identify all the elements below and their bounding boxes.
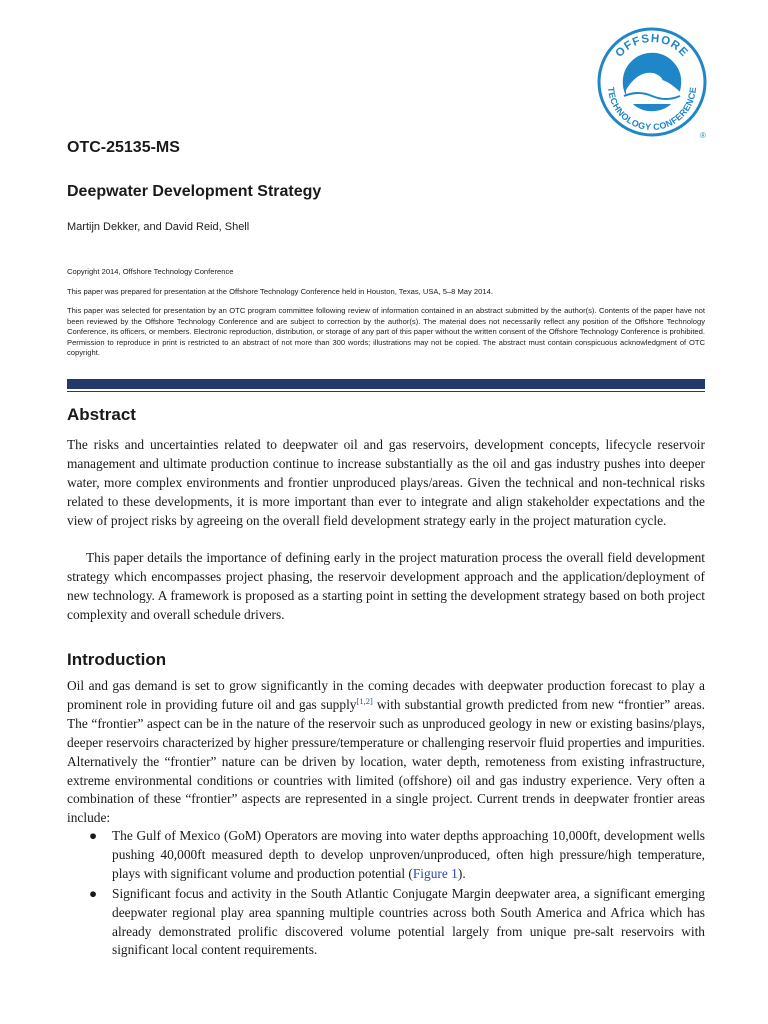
authors: Martijn Dekker, and David Reid, Shell	[67, 221, 250, 233]
svg-text:TECHNOLOGY CONFERENCE: TECHNOLOGY CONFERENCE	[605, 86, 699, 133]
list-item	[67, 827, 705, 884]
bullet-icon: ●	[89, 828, 98, 843]
selection-notice: This paper was selected for presentation by an OTC program committee following review of information contained in an abstract submitted by the author(s). Contents of the paper have not been reviewed by the Offshore Technology Conference and are subject to correction by the author(s). The material does not necessarily reflect any position of the Offshore Technology Conference, its officers, or members. Electronic reproduction, distribution, or storage of any part of this paper without the written consent of the Offshore Technology Conference is prohibited. Permission to reproduce in print is restricted to an abstract of not more than 300 words; illustrations may not be copied. The abstract must contain conspicuous acknowledgment of OTC copyright.	[67, 306, 705, 358]
paper-title: Deepwater Development Strategy	[67, 183, 322, 200]
introduction-heading: Introduction	[67, 650, 167, 669]
copyright-notice: Copyright 2014, Offshore Technology Conference	[67, 267, 234, 276]
paper-number: OTC-25135-MS	[67, 139, 180, 156]
abstract-heading: Abstract	[67, 405, 136, 424]
intro-text-start: Oil and gas demand is set to grow significantly in the coming decades with deepwater production forecast to play a prominent role in providing future oil and gas supply	[67, 678, 705, 712]
bullet-text-end: ).	[457, 865, 466, 881]
intro-text-end: with substantial growth predicted from new “frontier” areas. The “frontier” aspect can be in the nature of the reservoir such as unproduced geology in new or existing basins/plays, deeper reservoirs characterized by higher pressure/temperature or challenging reservoir fluid properties and impurities. Alternatively the “frontier” nature can be driven by location, water depth, remoteness from existing infrastructure, extreme environmental conditions or countries with limited (offshore) oil and gas industry experience. Very often a combination of these “frontier” aspects are represented in a single project. Current trends in deepwater frontier areas include:	[67, 696, 705, 826]
bullet-text: The Gulf of Mexico (GoM) Operators are moving into water depths approaching 10,000ft, development wells pushing 40,000ft measured depth to develop unproven/unproduced, often high pressure/high temperature, plays with significant volume and production potential (	[112, 828, 705, 881]
svg-text:OFFSHORE: OFFSHORE	[613, 32, 691, 60]
figure-1-link[interactable]: Figure 1	[412, 865, 458, 881]
reference-link[interactable]: [1,2]	[356, 695, 373, 706]
frontier-trends-list	[67, 827, 705, 961]
svg-text:®: ®	[700, 131, 706, 140]
header-divider-thin	[67, 391, 705, 392]
bullet-icon: ●	[89, 885, 98, 901]
abstract-paragraph-2: This paper details the importance of defining early in the project maturation process the overall field development strategy which encompasses project phasing, the reservoir development approach and the application/deployment of new technology. A framework is proposed as a starting point in setting the development strategy based on both project complexity and overall schedule drivers.	[67, 550, 705, 622]
abstract-paragraph-1: The risks and uncertainties related to deepwater oil and gas reservoirs, development concepts, lifecycle reservoir management and ultimate production continue to increase substantially as the oil and gas industry pushes into deeper water, more complex environments and frontier unproduced plays/areas. Given the technical and non-technical risks related to these developments, it is more important than ever to integrate and align stakeholder expectations and the view of project risks by agreeing on the overall field development strategy early in the project maturation cycle.	[67, 437, 705, 528]
offshore-technology-conference-logo	[594, 24, 710, 140]
header-divider	[67, 379, 705, 389]
introduction-paragraph-1	[67, 677, 705, 828]
presentation-notice: This paper was prepared for presentation at the Offshore Technology Conference held in Houston, Texas, USA, 5–8 May 2014.	[67, 287, 493, 296]
list-item	[67, 885, 705, 961]
bullet-text: Significant focus and activity in the South Atlantic Conjugate Margin deepwater area, a significant emerging deepwater regional play area spanning multiple countries across both South America and Africa which has already demonstrated prolific discovered volume potential largely from unique pre-salt reservoirs with significant local content requirements.	[112, 885, 705, 958]
